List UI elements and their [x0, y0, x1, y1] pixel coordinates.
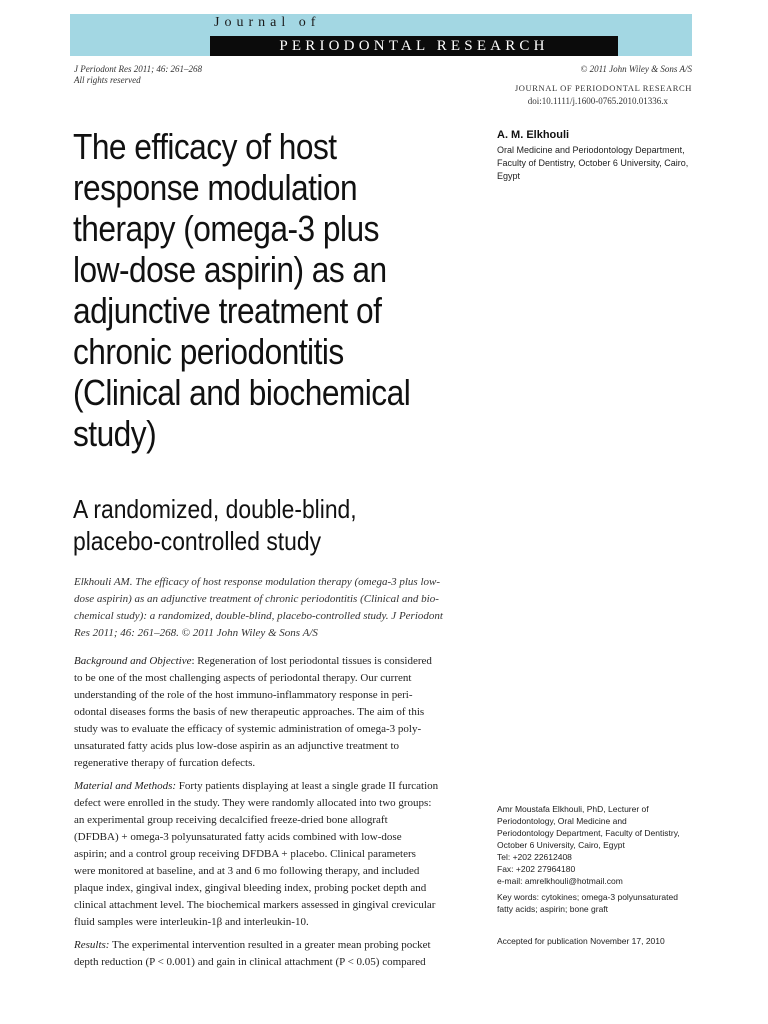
abstract-line: an experimental group receiving decalcified freeze-dried bone allograft [74, 814, 388, 826]
keywords-line: fatty acids; aspirin; bone graft [497, 904, 609, 914]
journal-name: PERIODONTAL RESEARCH [210, 36, 618, 56]
citation-line: Res 2011; 46: 261–268. © 2011 John Wiley & Sons A/S [74, 627, 318, 639]
title-line: response modulation [73, 167, 358, 208]
title-line: adjunctive treatment of [73, 290, 382, 331]
correspondence-block [497, 803, 707, 887]
affiliation-line: Oral Medicine and Periodontology Department, [497, 145, 685, 155]
journal-banner-bottom [70, 36, 692, 56]
title-line: low-dose aspirin) as an [73, 249, 387, 290]
keywords-block [497, 891, 707, 915]
title-line: study) [73, 413, 157, 454]
correspondence-tel: Tel: +202 22612408 [497, 852, 572, 862]
citation-line: dose aspirin) as an adjunctive treatment of chronic periodontitis (Clinical and bio- [74, 593, 439, 605]
citation-paragraph [74, 574, 480, 642]
citation-line: Elkhouli AM. The efficacy of host response modulation therapy (omega-3 plus low- [74, 576, 441, 588]
abstract-line: fluid samples were interleukin-1β and interleukin-10. [74, 916, 309, 928]
correspondence-line: October 6 University, Cairo, Egypt [497, 840, 625, 850]
correspondence-line: Periodontology Department, Faculty of Dentistry, [497, 828, 680, 838]
methods-label: Material and Methods: [74, 780, 177, 792]
header-doi: doi:10.1111/j.1600-0765.2010.01336.x [527, 96, 668, 106]
author-affiliation [497, 144, 707, 183]
abstract-line: understanding of the role of the host immuno-inflammatory response in peri- [74, 689, 413, 701]
abstract-line: were monitored at baseline, and at 3 and 6 mo following therapy, and included [74, 865, 420, 877]
background-label: Background and Objective [74, 655, 192, 667]
abstract-line: defect were enrolled in the study. They were randomly allocated into two groups: [74, 797, 432, 809]
article-title [73, 126, 425, 454]
correspondence-line: Amr Moustafa Elkhouli, PhD, Lecturer of [497, 804, 649, 814]
keywords-line: Key words: cytokines; omega-3 polyunsaturated [497, 892, 678, 902]
title-line: therapy (omega-3 plus [73, 208, 379, 249]
correspondence-fax: Fax: +202 27964180 [497, 864, 576, 874]
correspondence-line: Periodontology, Oral Medicine and [497, 816, 627, 826]
abstract-line: odontal diseases forms the basis of new therapeutic approaches. The aim of this [74, 706, 425, 718]
abstract-line: unsaturated fatty acids plus low-dose aspirin as an adjunctive treatment to [74, 740, 400, 752]
abstract-line: (DFDBA) + omega-3 polyunsaturated fatty acids combined with low-dose [74, 831, 402, 843]
abstract-line: depth reduction (P < 0.001) and gain in clinical attachment (P < 0.05) compared [74, 956, 426, 968]
citation-line: chemical study): a randomized, double-blind, placebo-controlled study. J Periodont [74, 610, 443, 622]
header-citation: J Periodont Res 2011; 46: 261–268 [74, 64, 203, 74]
title-line: The efficacy of host [73, 126, 337, 167]
affiliation-line: Egypt [497, 171, 521, 181]
abstract-line: regenerative therapy of furcation defects. [74, 757, 256, 769]
subtitle-line: A randomized, double-blind, [73, 494, 357, 524]
subtitle-line: placebo-controlled study [73, 526, 322, 556]
abstract-line: aspirin; and a control group receiving DFDBA + placebo. Clinical parameters [74, 848, 416, 860]
abstract-line: : Regeneration of lost periodontal tissues is considered [191, 655, 432, 667]
author-name: A. M. Elkhouli [497, 129, 570, 141]
abstract-line: Forty patients displaying at least a single grade II furcation [176, 780, 439, 792]
title-line: chronic periodontitis [73, 331, 344, 372]
abstract-methods [74, 778, 480, 931]
title-line: (Clinical and biochemical [73, 372, 411, 413]
abstract-line: to be one of the most challenging aspects of periodontal therapy. Our current [74, 672, 412, 684]
abstract-background [74, 653, 480, 772]
header-rights: All rights reserved [74, 75, 141, 85]
abstract-line: clinical attachment level. The biochemical markers assessed in gingival crevicular [74, 899, 436, 911]
article-subtitle [73, 493, 425, 557]
abstract [74, 653, 480, 977]
header-copyright: © 2011 John Wiley & Sons A/S [580, 64, 692, 74]
abstract-line: study was to evaluate the efficacy of systemic administration of omega-3 poly- [74, 723, 422, 735]
journal-of-label: Journal of [214, 15, 321, 30]
abstract-line: plaque index, gingival index, gingival bleeding index, probing pocket depth and [74, 882, 427, 894]
header-journal: JOURNAL OF PERIODONTAL RESEARCH [514, 83, 692, 93]
results-label: Results: [74, 939, 110, 951]
author-block [497, 128, 707, 183]
correspondence-email: e-mail: amrelkhouli@hotmail.com [497, 876, 623, 886]
abstract-results [74, 937, 480, 971]
abstract-line: The experimental intervention resulted in a greater mean probing pocket [109, 939, 431, 951]
journal-banner-top [70, 14, 692, 36]
affiliation-line: Faculty of Dentistry, October 6 University, Cairo, [497, 158, 689, 168]
header-citation-block [74, 64, 202, 86]
accepted-date: Accepted for publication November 17, 2010 [497, 936, 665, 946]
